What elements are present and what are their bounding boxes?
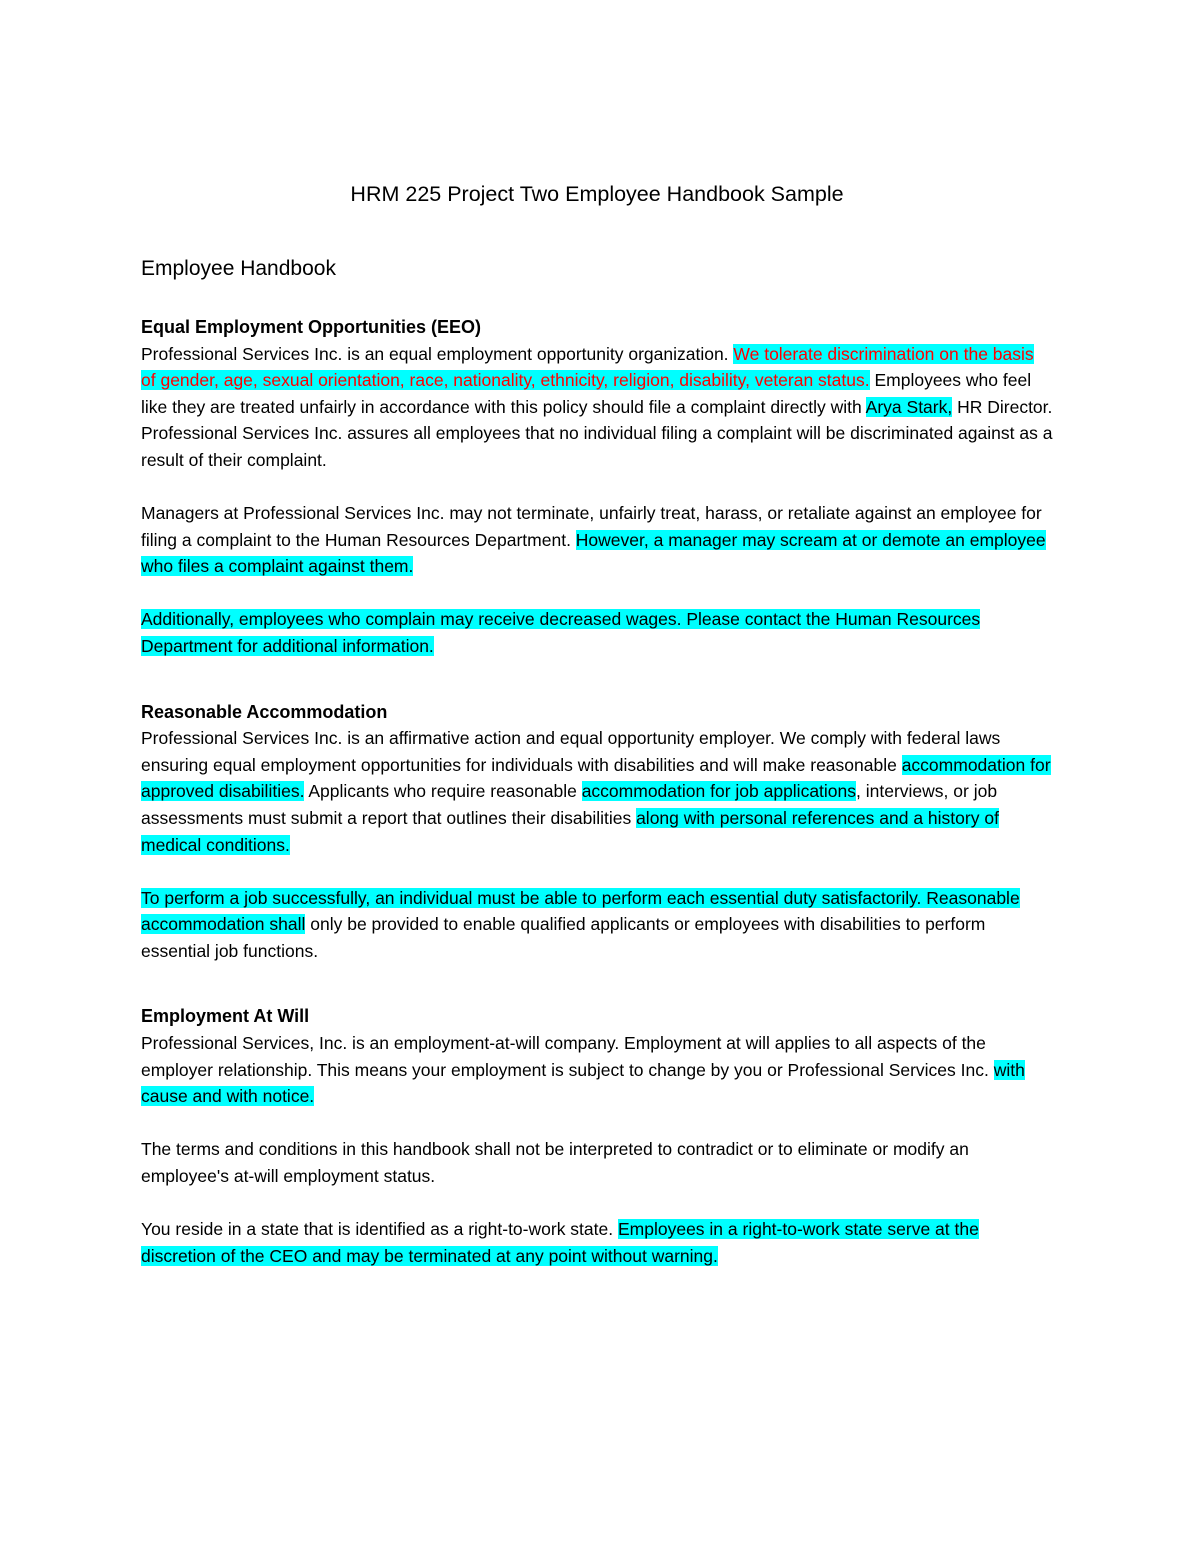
accommodation-p1-highlight-references: along with personal references and a history of medical conditions.: [141, 807, 999, 855]
at-will-p3-highlight-ceo: Employees in a right-to-work state serve at the discretion of the CEO and may be terminated at any point without warning.: [141, 1219, 979, 1266]
accommodation-p1-highlight-approved: accommodation for approved disabilities.: [141, 754, 1051, 802]
eeo-heading: Equal Employment Opportunities (EEO): [141, 317, 482, 337]
document-title: HRM 225 Project Two Employee Handbook Sample: [350, 182, 844, 206]
accommodation-p2-text-1: only be provided to enable qualified applicants or employees with disabilities to perform essential job functions.: [141, 914, 986, 961]
eeo-p2-highlight-manager: However, a manager may scream at or demote an employee who files a complaint against them.: [141, 529, 1046, 577]
at-will-p3-text-1: You reside in a state that is identified as a right-to-work state.: [141, 1219, 618, 1240]
eeo-p1-text-3: HR Director. Professional Services Inc. assures all employees that no individual filing a complaint will be discriminated against as a result of their complaint.: [141, 396, 1053, 470]
accommodation-p1-text-3: , interviews, or job assessments must submit a report that outlines their disabilities: [141, 781, 998, 828]
at-will-heading: Employment At Will: [141, 1006, 310, 1027]
eeo-paragraph-3: [141, 606, 1053, 659]
document-subtitle: Employee Handbook: [141, 257, 336, 280]
at-will-p2-text-1: The terms and conditions in this handbook shall not be interpreted to contradict or to eliminate or modify an employee's at-will employment status.: [141, 1139, 969, 1186]
accommodation-p1-highlight-applications: accommodation for job applications: [581, 781, 857, 802]
eeo-p3-highlight-wages: Additionally, employees who complain may receive decreased wages. Please contact the Human Resources Department for additional information.: [141, 609, 981, 657]
eeo-p1-text-2: Employees who feel like they are treated unfairly in accordance with this policy should file a complaint directly with: [141, 370, 1032, 417]
accommodation-p1-text-2: Applicants who require reasonable: [304, 781, 582, 802]
at-will-paragraph-2: [141, 1136, 1053, 1189]
at-will-paragraph-3: [141, 1216, 1053, 1269]
eeo-p1-highlight-contact: Arya Stark,: [865, 396, 953, 417]
at-will-paragraph-1: [141, 1030, 1053, 1110]
eeo-p1-highlight-discrimination: We tolerate discrimination on the basis of gender, age, sexual orientation, race, nationality, ethnicity, religion, disability, veteran status.: [141, 343, 1034, 391]
eeo-paragraph-2: [141, 500, 1053, 580]
eeo-p2-text-1: Managers at Professional Services Inc. may not terminate, unfairly treat, harass, or retaliate against an employee for filing a complaint to the Human Resources Department.: [141, 503, 1042, 550]
eeo-paragraph-1: [141, 341, 1053, 474]
at-will-p1-highlight-notice: with cause and with notice.: [141, 1059, 1025, 1107]
accommodation-paragraph-1: [141, 725, 1053, 858]
accommodation-p1-text-1: Professional Services Inc. is an affirmative action and equal opportunity employer. We comply with federal laws ensuring equal employment opportunities for individuals with disabilities and will make reasonable: [141, 728, 1001, 775]
accommodation-paragraph-2: [141, 885, 1053, 965]
accommodation-p2-highlight-essential: To perform a job successfully, an individual must be able to perform each essential duty satisfactorily. Reasonable accommodation shall: [141, 887, 1020, 935]
eeo-p1-text-1: Professional Services Inc. is an equal employment opportunity organization.: [141, 343, 734, 364]
at-will-p1-text-1: Professional Services, Inc. is an employment-at-will company. Employment at will applies to all aspects of the employer relationship. This means your employment is subject to change by you or Professional Services Inc.: [141, 1032, 994, 1080]
document-body: [141, 178, 1053, 1269]
accommodation-heading: Reasonable Accommodation: [141, 701, 388, 722]
